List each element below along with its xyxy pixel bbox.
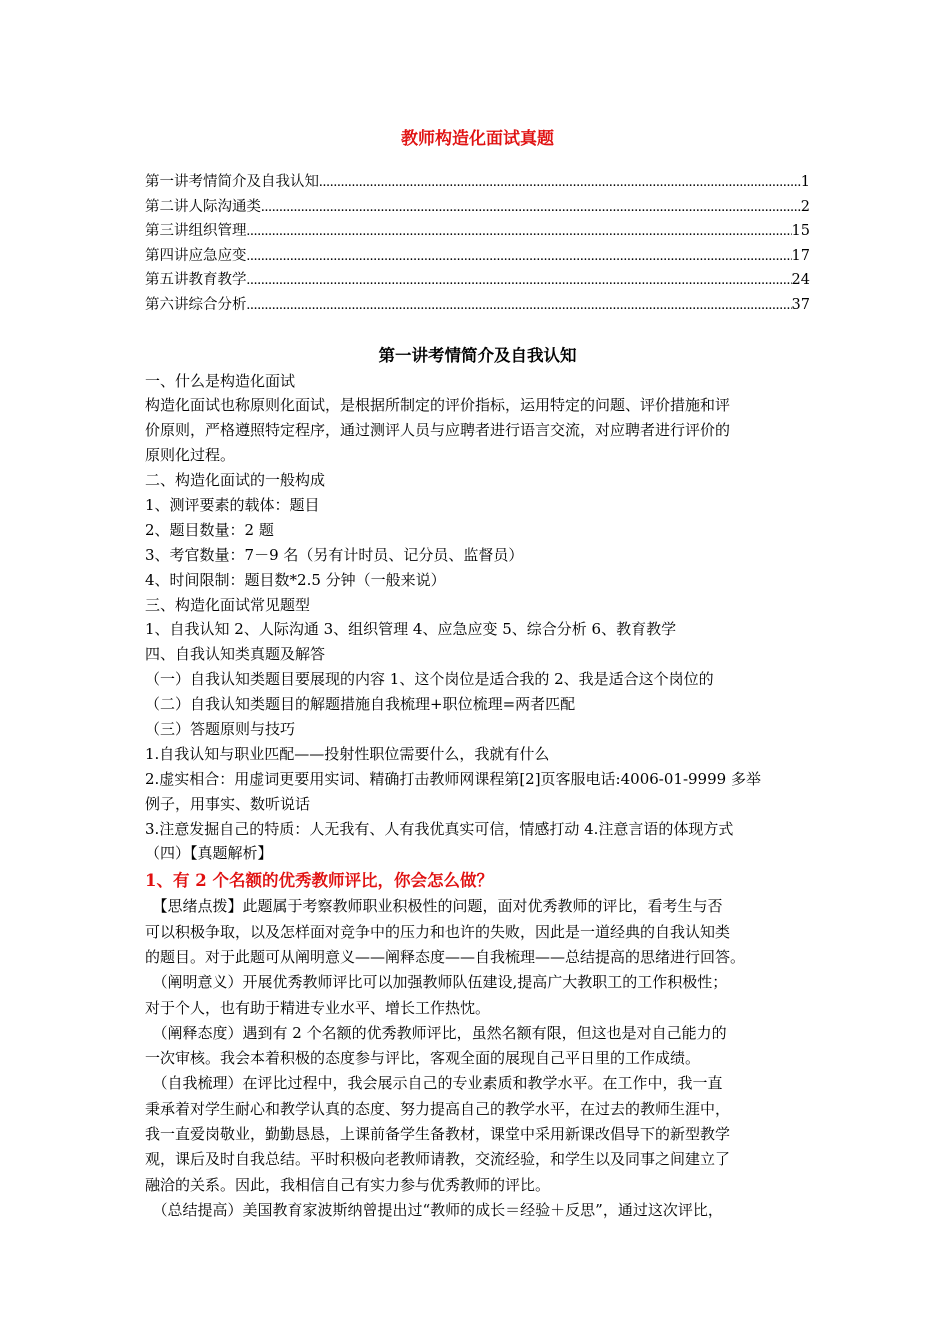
toc-entry[interactable]	[145, 219, 810, 244]
toc-entry-page: 2	[800, 198, 810, 215]
answer-line: 观，课后及时自我总结。平时积极向老教师请教，交流经验，和学生以及同事之间建立了	[145, 1150, 731, 1169]
text-line: （四）【真题解析】	[145, 844, 273, 863]
toc-entry[interactable]	[145, 268, 810, 293]
answer-line: 秉承着对学生耐心和教学认真的态度、努力提高自己的教学水平，在过去的教师生涯中，	[145, 1099, 731, 1118]
toc-entry-page: 24	[791, 272, 810, 289]
section-heading: 第一讲考情简介及自我认知	[378, 345, 577, 365]
answer-line: 可以积极争取，以及怎样面对竞争中的压力和也许的失败，因此是一道经典的自我认知类	[145, 922, 731, 941]
document-content	[145, 120, 810, 1223]
answer-line: 的题目。对于此题可从阐明意义——阐释态度——自我梳理——总结提高的思绪进行回答。	[145, 947, 746, 966]
document-title: 教师构造化面试真题	[401, 129, 554, 149]
toc-entry-label: 第二讲人际沟通类	[145, 198, 261, 215]
text-line: 二、构造化面试的一般构成	[145, 471, 326, 490]
text-line: 四、自我认知类真题及解答	[145, 645, 326, 664]
text-line: （三）答题原则与技巧	[145, 720, 296, 739]
text-line: （二）自我认知类题目的解题措施自我梳理+职位梳理=两者匹配	[145, 695, 576, 714]
toc-entry-label: 第六讲综合分析	[145, 296, 247, 313]
answer-line: （总结提高）美国教育家波斯纳曾提出过“教师的成长＝经验＋反思”，通过这次评比，	[145, 1200, 723, 1219]
text-line: 1、自我认知 2、人际沟通 3、组织管理 4、应急应变 5、综合分析 6、教育教学	[145, 620, 677, 639]
text-line: 4、时间限制：题目数*2.5 分钟（一般来说）	[145, 570, 446, 589]
toc-leader-dots	[261, 195, 801, 220]
text-line: 原则化过程。	[145, 446, 236, 465]
text-line: 一、什么是构造化面试	[145, 371, 296, 390]
toc-entry-page: 1	[800, 174, 810, 190]
text-line: （一）自我认知类题目要展现的内容 1、这个岗位是适合我的 2、我是适合这个岗位的	[145, 670, 714, 689]
answer-line: 对于个人，也有助于精进专业水平、增长工作热忱。	[145, 998, 491, 1017]
toc-entry[interactable]	[145, 195, 810, 220]
toc-entry-label: 第一讲考情简介及自我认知	[145, 174, 319, 190]
toc-leader-dots	[247, 293, 792, 318]
text-line: 例子，用事实、数听说话	[145, 794, 311, 813]
toc-entry-page: 15	[791, 223, 810, 240]
toc-leader-dots	[247, 268, 792, 293]
text-line: 2.虚实相合：用虚词更要用实词、精确打击教师网课程第[2]页客服电话:4006-01-9999 多举	[145, 769, 761, 788]
answer-line: （阐明意义）开展优秀教师评比可以加强教师队伍建设,提高广大教职工的工作积极性；	[145, 973, 728, 992]
answer-body	[145, 894, 810, 1223]
answer-line: 一次审核。我会本着积极的态度参与评比，客观全面的展现自己平日里的工作成绩。	[145, 1049, 701, 1068]
toc-entry-label: 第五讲教育教学	[145, 272, 247, 289]
answer-line: （阐释态度）遇到有 2 个名额的优秀教师评比，虽然名额有限，但这也是对自己能力的	[145, 1023, 727, 1042]
text-line: 1、测评要素的载体：题目	[145, 496, 320, 515]
toc-entry[interactable]	[145, 170, 810, 195]
table-of-contents	[145, 170, 810, 318]
answer-line: 融洽的关系。因此，我相信自己有实力参与优秀教师的评比。	[145, 1175, 551, 1194]
text-line: 价原则，严格遵照特定程序，通过测评人员与应聘者进行语言交流，对应聘者进行评价的	[145, 421, 731, 440]
text-line: 1.自我认知与职业匹配——投射性职位需要什么，我就有什么	[145, 744, 550, 763]
text-line: 2、题目数量：2 题	[145, 520, 274, 539]
toc-leader-dots	[247, 219, 792, 244]
text-line: 3.注意发掘自己的特质：人无我有、人有我优真实可信，情感打动 4.注意言语的体现方式	[145, 819, 734, 838]
text-line: 三、构造化面试常见题型	[145, 595, 311, 614]
question-heading: 1、有 2 个名额的优秀教师评比，你会怎么做？	[145, 871, 493, 891]
toc-leader-dots	[247, 244, 792, 269]
toc-entry[interactable]	[145, 293, 810, 318]
text-line: 构造化面试也称原则化面试，是根据所制定的评价指标，运用特定的问题、评价措施和评	[145, 396, 731, 415]
answer-line: （自我梳理）在评比过程中，我会展示自己的专业素质和教学水平。在工作中，我一直	[145, 1074, 723, 1093]
toc-entry-label: 第四讲应急应变	[145, 247, 247, 264]
answer-line: 【思绪点拨】此题属于考察教师职业积极性的问题，面对优秀教师的评比，看考生与否	[145, 897, 723, 916]
toc-entry[interactable]	[145, 244, 810, 269]
toc-leader-dots	[319, 170, 801, 195]
text-line: 3、考官数量：7－9 名（另有计时员、记分员、监督员）	[145, 545, 524, 564]
section-body	[145, 369, 810, 867]
toc-entry-label: 第三讲组织管理	[145, 223, 247, 240]
toc-entry-page: 17	[791, 247, 810, 264]
toc-entry-page: 37	[791, 296, 810, 313]
answer-line: 我一直爱岗敬业，勤勤恳恳，上课前备学生备教材，课堂中采用新课改倡导下的新型教学	[145, 1125, 731, 1144]
